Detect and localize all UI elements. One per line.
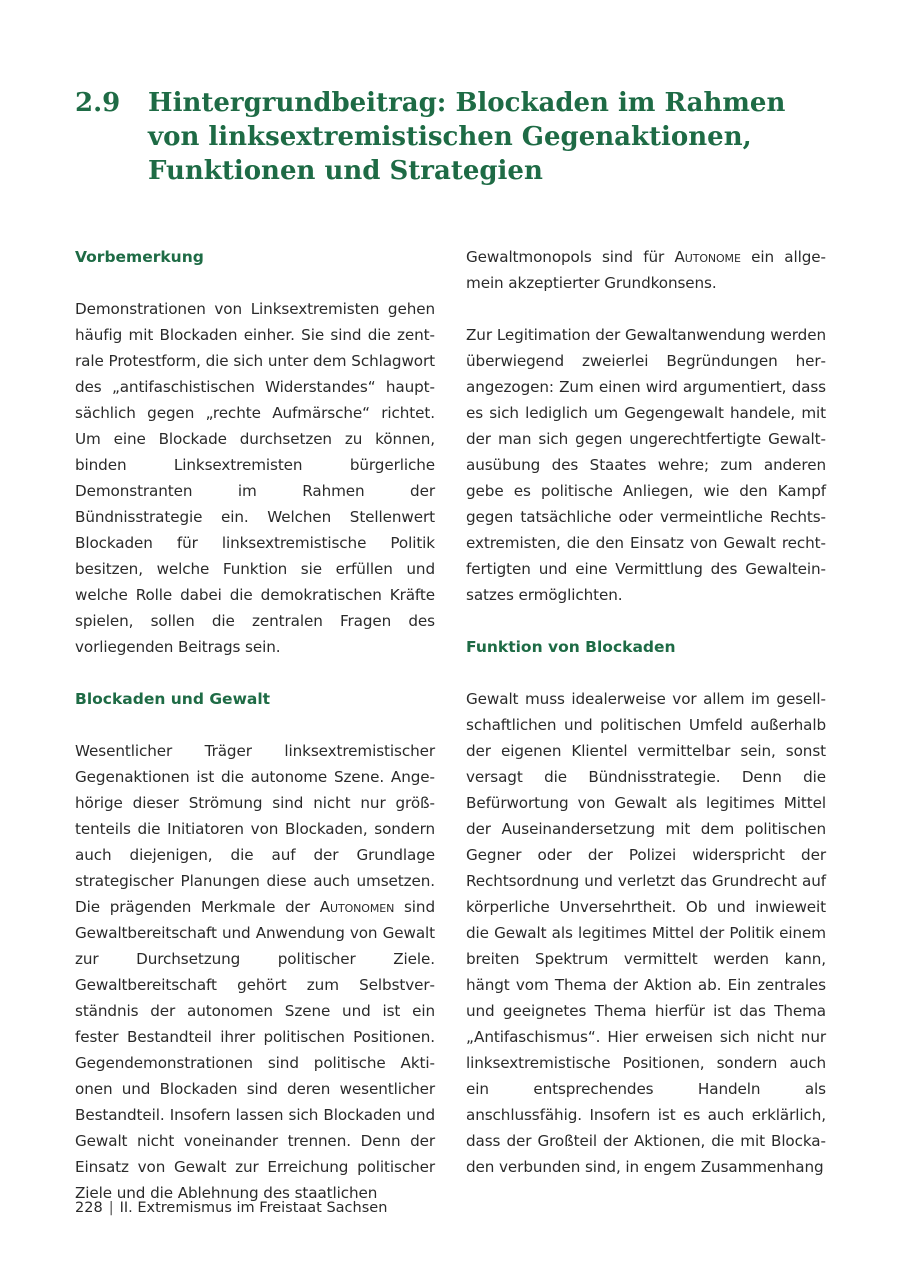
subheading-blockaden-und-gewalt: Blockaden und Gewalt	[75, 690, 271, 708]
right-column	[466, 244, 826, 1206]
page-number: 228	[75, 1200, 103, 1216]
term-autonomen: Autonomen	[319, 898, 395, 916]
paragraph-text: Gewaltmonopols sind für	[466, 248, 665, 266]
subheading-funktion-von-blockaden: Funktion von Blockaden	[466, 638, 676, 656]
paragraph-blockaden-und-gewalt	[75, 738, 435, 1206]
paragraph-text: sind Gewaltbereitschaft und Anwendung von Gewalt zur Durchsetzung politischer Ziele. Gewaltbereitschaft gehört zum Selbstverständnis der autonomen Szene und ist ein fester Bestandteil ihrer politischen Positionen. Gegendemonstrationen sind politische Aktionen und Blockaden sind deren wesentlicher Bestandteil. Insofern lassen sich Blockaden und Gewalt nicht voneinander trennen. Denn der Einsatz von Gewalt zur Erreichung politischer Ziele und die Ablehnung des staatlichen	[75, 898, 435, 1202]
term-autonome: Autonome	[674, 248, 741, 266]
section-heading	[75, 86, 835, 188]
paragraph-text: Wesentlicher Träger linksextremistischer Gegenaktionen ist die autonome Szene. Angehörige dieser Strömung sind nicht nur größtenteils die Initiatoren von Blockaden, sondern auch diejenigen, die auf der Grundlage strategischer Planungen diese auch umsetzen. Die prägenden Merkmale der	[75, 742, 435, 916]
section-title: Hintergrundbeitrag: Blockaden im Rahmen von linksextremistischen Gegenaktionen, Funktionen und Strategien	[148, 88, 786, 186]
left-column	[75, 244, 435, 1232]
footer-divider: |	[108, 1200, 114, 1216]
footer-section-label: II. Extremismus im Freistaat Sachsen	[119, 1200, 388, 1216]
subheading-vorbemerkung: Vorbemerkung	[75, 248, 204, 266]
paragraph-continuation	[466, 244, 826, 296]
paragraph-funktion: Gewalt muss idealerweise vor allem im gesellschaftlichen und politischen Umfeld außerhalb der eigenen Klientel vermittelbar sein, sonst versagt die Bündnisstrategie. Denn die Befürwortung von Gewalt als legitimes Mittel der Auseinandersetzung mit dem politischen Gegner oder der Polizei widerspricht der Rechtsordnung und verletzt das Grundrecht auf körperliche Unversehrtheit. Ob und inwieweit die Gewalt als legitimes Mittel der Politik einem breiten Spektrum vermittelt werden kann, hängt vom Thema der Aktion ab. Ein zentrales und geeignetes Thema hierfür ist das Thema „Antifaschismus“. Hier erweisen sich nicht nur linksextremistische Positionen, sondern auch ein entsprechendes Handeln als anschlussfähig. Insofern ist es auch erklärlich, dass der Großteil der Aktionen, die mit Blockaden verbunden sind, in engem Zusammenhang	[466, 690, 826, 1176]
paragraph-text: ein allgemein akzeptierter Grundkonsens.	[466, 248, 826, 292]
page-footer	[75, 1197, 387, 1219]
paragraph-vorbemerkung: Demonstrationen von Linksextremisten gehen häufig mit Blockaden einher. Sie sind die zentrale Protestform, die sich unter dem Schlagwort des „antifaschistischen Widerstandes“ hauptsächlich gegen „rechte Aufmärsche“ richtet. Um eine Blockade durchsetzen zu können, binden Linksextremisten bürgerliche Demonstranten im Rahmen der Bündnisstrategie ein. Welchen Stellenwert Blockaden für linksextremistische Politik besitzen, welche Funktion sie erfüllen und welche Rolle dabei die demokratischen Kräfte spielen, sollen die zentralen Fragen des vorliegenden Beitrags sein.	[75, 300, 435, 656]
section-number: 2.9	[75, 88, 121, 118]
paragraph-legitimation: Zur Legitimation der Gewaltanwendung werden überwiegend zweierlei Begründungen herangezogen: Zum einen wird argumentiert, dass es sich lediglich um Gegengewalt handele, mit der man sich gegen ungerechtfertigte Gewaltausübung des Staates wehre; zum anderen gebe es politische Anliegen, wie den Kampf gegen tatsächliche oder vermeintliche Rechtsextremisten, die den Einsatz von Gewalt rechtfertigten und eine Vermittlung des Gewalteinsatzes ermöglichten.	[466, 326, 826, 604]
